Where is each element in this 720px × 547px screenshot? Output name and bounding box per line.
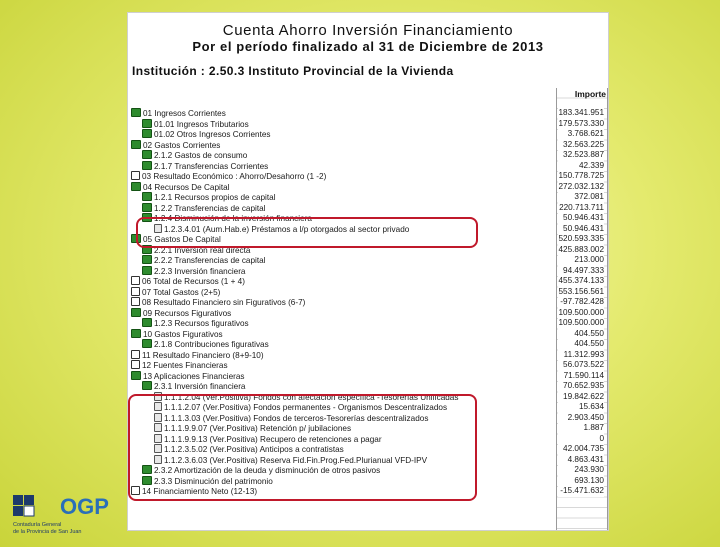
folder-icon bbox=[142, 203, 152, 212]
logo-caption-line2: de la Provincia de San Juan bbox=[13, 528, 82, 535]
row-label-text: 11 Resultado Financiero (8+9-10) bbox=[142, 350, 264, 360]
calc-icon bbox=[131, 360, 140, 369]
table-row[interactable] bbox=[128, 329, 608, 340]
row-label-text: 05 Gastos De Capital bbox=[143, 235, 221, 244]
table-row[interactable] bbox=[128, 381, 608, 392]
row-value: 32.563.225 bbox=[558, 140, 604, 151]
table-row[interactable] bbox=[128, 350, 608, 361]
row-label-text: 01 Ingresos Corrientes bbox=[143, 109, 226, 118]
logo-squares-icon bbox=[13, 495, 34, 516]
table-row[interactable] bbox=[128, 318, 608, 329]
row-label-text: 13 Aplicaciones Financieras bbox=[143, 371, 245, 381]
row-value: 455.374.133 bbox=[558, 276, 604, 285]
table-row[interactable] bbox=[128, 161, 608, 172]
folder-icon bbox=[142, 255, 152, 264]
folder-icon bbox=[142, 381, 152, 390]
row-label-text: 14 Financiamiento Neto (12-13) bbox=[142, 487, 258, 496]
table-row[interactable] bbox=[128, 140, 608, 151]
row-label-text: 06 Total de Recursos (1 + 4) bbox=[142, 277, 245, 286]
row-value: 520.593.335 bbox=[558, 234, 604, 243]
row-value: 32.523.887 bbox=[558, 150, 604, 161]
row-label-text: 04 Recursos De Capital bbox=[143, 182, 230, 192]
row-value: 150.778.725 bbox=[558, 171, 604, 180]
table-row[interactable] bbox=[128, 108, 608, 119]
table-row[interactable] bbox=[128, 192, 608, 203]
table-row[interactable] bbox=[128, 276, 608, 287]
row-label-text: 1.1.2.3.6.03 (Ver.Positiva) Reserva Fid.Fin.Prog.Fed.Plurianual VFD-IPV bbox=[164, 455, 428, 465]
folder-icon bbox=[142, 150, 152, 159]
row-label-text: 07 Total Gastos (2+5) bbox=[142, 287, 221, 297]
highlight-box-bottom bbox=[128, 394, 477, 501]
table-row[interactable] bbox=[128, 266, 608, 277]
row-label-text: 01.02 Otros Ingresos Corrientes bbox=[154, 130, 271, 139]
row-label-text: 2.1.8 Contribuciones figurativas bbox=[154, 340, 269, 349]
report-title: Cuenta Ahorro Inversión Financiamiento bbox=[222, 22, 514, 39]
row-label-text: 2.3.2 Amortización de la deuda y disminución de otros pasivos bbox=[154, 466, 381, 475]
row-value: 372.081 bbox=[558, 192, 604, 203]
row-label-text: 1.2.3 Recursos figurativos bbox=[154, 319, 249, 328]
row-value: 183.341.951 bbox=[558, 108, 604, 117]
table-row[interactable] bbox=[128, 203, 608, 214]
row-value: 404.550 bbox=[558, 329, 604, 340]
row-label-text: 2.2.1 Inversión real directa bbox=[154, 245, 251, 255]
table-row[interactable] bbox=[128, 287, 608, 298]
row-label-text: 10 Gastos Figurativos bbox=[143, 329, 223, 339]
row-value: 220.713.711 bbox=[559, 202, 604, 212]
folder-icon bbox=[131, 140, 141, 149]
table-row[interactable] bbox=[128, 360, 608, 371]
row-value: 553.156.561 bbox=[558, 286, 604, 296]
row-value: -97.782.428 bbox=[558, 297, 604, 308]
table-row[interactable] bbox=[128, 255, 608, 266]
table-row[interactable] bbox=[128, 129, 608, 140]
institution-label: Institución : 2.50.3 Instituto Provincial de la Vivienda bbox=[132, 64, 454, 78]
calc-icon bbox=[131, 171, 140, 180]
row-label-text: 01.01 Ingresos Tributarios bbox=[154, 119, 249, 129]
table-row[interactable] bbox=[128, 182, 608, 193]
row-label-text: 09 Recursos Figurativos bbox=[143, 308, 232, 318]
table-row[interactable] bbox=[128, 119, 608, 130]
row-value: 94.497.333 bbox=[558, 266, 604, 277]
row-value: 243.930 bbox=[558, 465, 604, 476]
row-value: 50.946.431 bbox=[558, 224, 604, 235]
report-subtitle: Por el período finalizado al 31 de Diciembre de 2013 bbox=[192, 39, 544, 54]
row-value: 4.863.431 bbox=[558, 455, 604, 466]
row-label-text: 1.1.1.9.9.07 (Ver.Positiva) Retención p/ jubilaciones bbox=[164, 424, 352, 433]
row-label-text: 1.2.3.4.01 (Aum.Hab.e) Préstamos a l/p otorgados al sector privado bbox=[164, 224, 410, 234]
row-label-text: 1.1.2.3.5.02 (Ver.Positiva) Anticipos a contratistas bbox=[164, 445, 344, 454]
row-label-text: 1.1.1.2.04 (Ver.Positiva) Fondos con afectación específica -Tesorerías Unificadas bbox=[164, 392, 459, 402]
row-value: -15.471.632 bbox=[558, 486, 604, 497]
folder-icon bbox=[142, 339, 152, 348]
logo-caption bbox=[13, 522, 125, 535]
row-value: 0 bbox=[558, 434, 604, 445]
row-label-text: 1.2.4 Disminución de la inversión financiera bbox=[154, 214, 312, 223]
row-value: 19.842.622 bbox=[558, 392, 604, 403]
row-label-text: 2.2.2 Transferencias de capital bbox=[154, 256, 266, 265]
row-label-text: 1.1.1.3.03 (Ver.Positiva) Fondos de terceros-Tesorerías descentralizados bbox=[164, 413, 429, 423]
row-label-text: 1.2.1 Recursos propios de capital bbox=[154, 193, 276, 202]
importe-header: Importe bbox=[574, 89, 606, 99]
row-value: 693.130 bbox=[558, 476, 604, 487]
row-label-text: 03 Resultado Económico : Ahorro/Desahorro (1 -2) bbox=[142, 172, 327, 181]
row-value: 1.887 bbox=[558, 423, 604, 434]
row-label-text: 02 Gastos Corrientes bbox=[143, 140, 221, 150]
folder-icon bbox=[131, 108, 141, 117]
folder-icon bbox=[142, 266, 152, 275]
row-label-text: 12 Fuentes Financieras bbox=[142, 361, 228, 370]
table-row[interactable] bbox=[128, 308, 608, 319]
row-value: 42.004.735 bbox=[558, 444, 604, 455]
row-value: 425.883.002 bbox=[558, 244, 604, 254]
row-value: 179.573.330 bbox=[558, 118, 604, 128]
folder-icon bbox=[131, 308, 141, 317]
row-label-text: 1.1.1.9.9.13 (Ver.Positiva) Recupero de retenciones a pagar bbox=[164, 434, 382, 444]
table-row[interactable] bbox=[128, 371, 608, 382]
table-row[interactable] bbox=[128, 171, 608, 182]
row-value: 109.500.000 bbox=[558, 307, 604, 317]
row-label-text: 2.3.1 Inversión financiera bbox=[154, 382, 246, 391]
folder-icon bbox=[131, 329, 141, 338]
row-value: 71.590.114 bbox=[558, 371, 604, 382]
row-label-text: 2.1.2 Gastos de consumo bbox=[154, 151, 248, 160]
row-value: 50.946.431 bbox=[558, 213, 604, 224]
highlight-box-top bbox=[136, 217, 478, 248]
row-label-text: 1.1.1.2.07 (Ver.Positiva) Fondos permanentes - Organismos Descentralizados bbox=[164, 403, 448, 412]
row-value: 11.312.993 bbox=[558, 350, 604, 361]
row-value: 70.652.935 bbox=[558, 381, 604, 392]
calc-icon bbox=[131, 287, 140, 296]
table-row[interactable] bbox=[128, 339, 608, 350]
row-value: 42.339 bbox=[558, 161, 604, 172]
row-label-text: 2.2.3 Inversión financiera bbox=[154, 266, 246, 276]
folder-icon bbox=[131, 371, 141, 380]
row-label-text: 1.2.2 Transferencias de capital bbox=[154, 203, 266, 213]
table-row[interactable] bbox=[128, 150, 608, 161]
logo-text: OGP bbox=[60, 494, 109, 519]
row-value: 2.903.450 bbox=[558, 413, 604, 424]
folder-icon bbox=[142, 192, 152, 201]
row-value: 109.500.000 bbox=[558, 318, 604, 327]
row-label-text: 2.1.7 Transferencias Corrientes bbox=[154, 161, 269, 171]
row-value: 3.768.621 bbox=[558, 129, 604, 140]
folder-icon bbox=[142, 119, 152, 128]
calc-icon bbox=[131, 297, 140, 306]
row-value: 15.634 bbox=[558, 402, 604, 413]
folder-icon bbox=[142, 318, 152, 327]
calc-icon bbox=[131, 350, 140, 359]
logo-caption-line1: Contaduría General bbox=[13, 522, 62, 528]
row-value: 404.550 bbox=[558, 339, 604, 350]
row-label-text: 08 Resultado Financiero sin Figurativos (6-7) bbox=[142, 298, 306, 307]
folder-icon bbox=[142, 129, 152, 138]
row-value: 272.032.132 bbox=[558, 181, 604, 191]
calc-icon bbox=[131, 276, 140, 285]
table-row[interactable] bbox=[128, 297, 608, 308]
row-value: 213.000 bbox=[558, 255, 604, 266]
row-value: 56.073.522 bbox=[558, 360, 604, 371]
folder-icon bbox=[131, 182, 141, 191]
folder-icon bbox=[142, 161, 152, 170]
row-label-text: 2.3.3 Disminución del patrimonio bbox=[154, 476, 273, 486]
